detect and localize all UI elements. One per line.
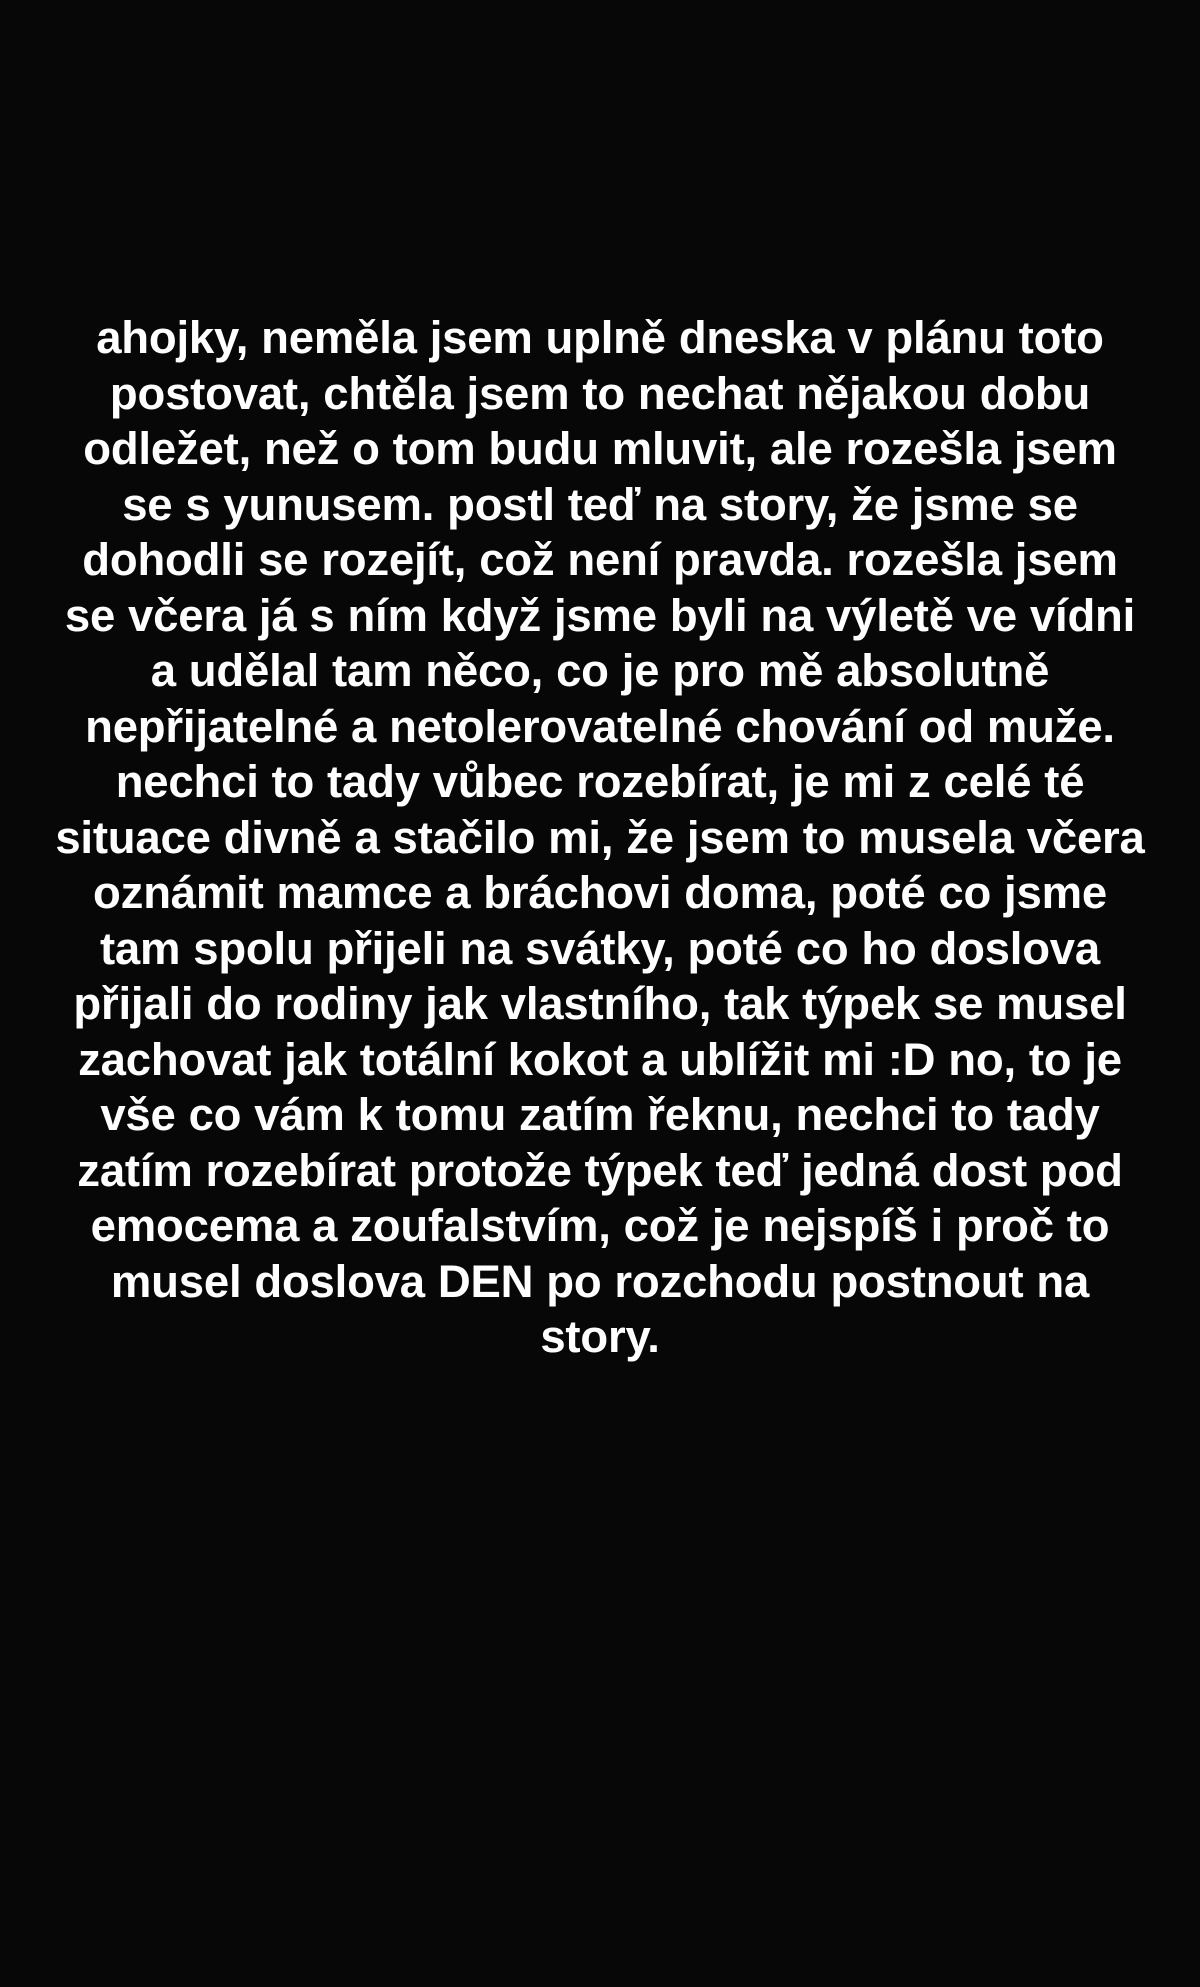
story-text: ahojky, neměla jsem uplně dneska v plánu toto postovat, chtěla jsem to nechat nějakou dobu odležet, než o tom budu mluvit, ale rozešla jsem se s yunusem. postl teď na story, že jsme se dohodli se rozejít, což není pravda. rozešla jsem se včera já s ním když jsme byli na výletě ve vídni a udělal tam něco, co je pro mě absolutně nepřijatelné a netolerovatelné chování od muže. nechci to tady vůbec rozebírat, je mi z celé té situace divně a stačilo mi, že jsem to musela včera oznámit mamce a bráchovi doma, poté co jsme tam spolu přijeli na svátky, poté co ho doslova přijali do rodiny jak vlastního, tak týpek se musel zachovat jak totální kokot a ublížit mi :D no, to je vše co vám k tomu zatím řeknu, nechci to tady zatím rozebírat protože týpek teď jedná dost pod emocema a zoufalstvím, což je nejspíš i proč to musel doslova DEN po rozchodu postnout na story. [55, 312, 1158, 1362]
